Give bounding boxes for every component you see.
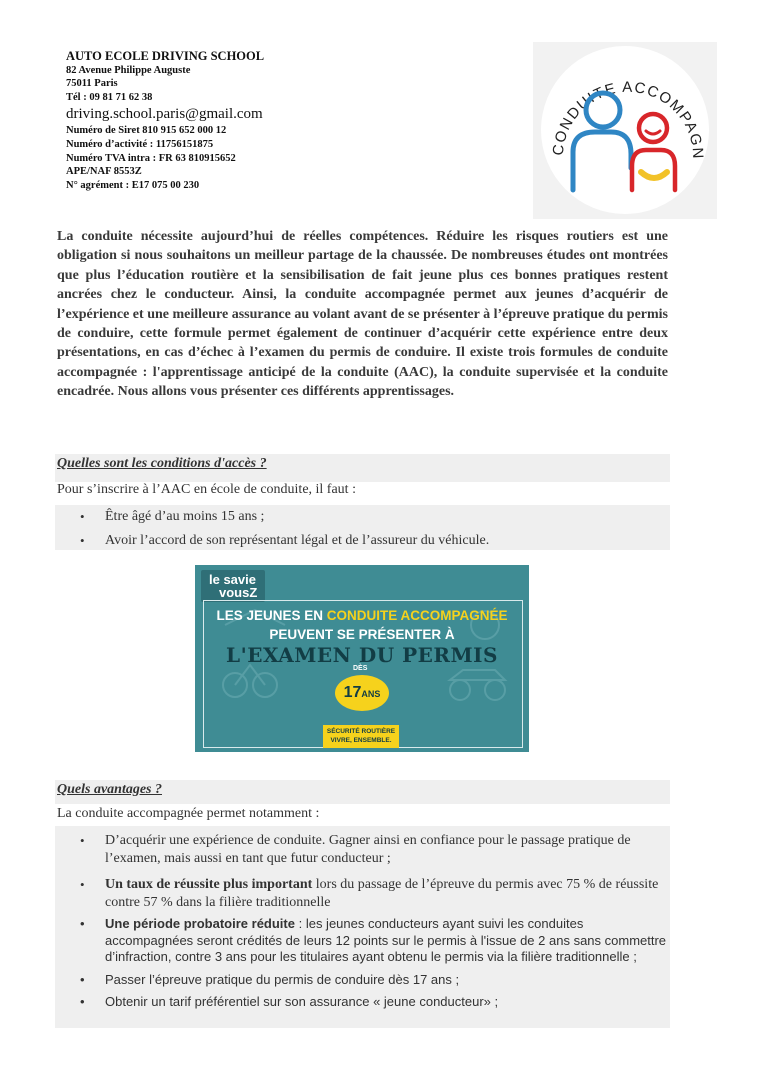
- poster-line2: PEUVENT SE PRÉSENTER À: [269, 627, 455, 642]
- securite-routiere-badge: [323, 725, 399, 748]
- school-activity-number: Numéro d’activité : 11756151875: [66, 138, 214, 150]
- list-item: • Passer l’épreuve pratique du permis de conduire dès 17 ans ;: [78, 972, 668, 989]
- poster-age-number: 17: [343, 684, 362, 701]
- section1-list: [78, 508, 668, 550]
- poster-tag-line1: le savie: [209, 572, 256, 587]
- poster-age-unit: ANS: [361, 689, 381, 699]
- list-item: [78, 876, 668, 912]
- school-phone: Tél : 09 81 71 62 38: [66, 91, 153, 103]
- school-city: 75011 Paris: [66, 78, 118, 90]
- poster-tag-line2: vousZ: [219, 585, 258, 600]
- section2-title: Quels avantages ?: [57, 782, 162, 797]
- list-item: • D’acquérir une expérience de conduite. Gagner ainsi en confiance pour le passage pratique de l’examen, mais aussi en tant que futur conducteur ;: [78, 832, 668, 868]
- section2-lead: La conduite accompagnée permet notamment :: [57, 806, 320, 821]
- list-item-rest: lors du passage de l’épreuve du permis avec 75 % de réussite contre 57 % dans la filière traditionnelle: [105, 877, 659, 910]
- poster-line1-b: CONDUITE ACCOMPAGNÉE: [326, 608, 508, 623]
- section2-list: [78, 832, 668, 1011]
- school-address: 82 Avenue Philippe Auguste: [66, 64, 191, 76]
- poster-line1: [195, 608, 529, 623]
- poster-tag: [201, 570, 265, 602]
- poster-line1-a: LES JEUNES EN: [216, 608, 327, 623]
- logo-graphic: [533, 42, 717, 219]
- list-item-rest: : les jeunes conducteurs ayant suivi les conduites accompagnées seront crédités de leurs 12 points sur le permis à l'issue de 2 ans sans commettre d’infraction, contre 3 ans pour les titulaires ayant obtenu le permis via la filière traditionnelle ;: [105, 916, 667, 964]
- poster-des: DÈS: [353, 665, 368, 672]
- list-item-bold: Un taux de réussite plus important: [105, 877, 313, 892]
- section1-lead: Pour s’inscrire à l’AAC en école de conduite, il faut :: [57, 482, 356, 497]
- school-tva: Numéro TVA intra : FR 63 810915652: [66, 152, 236, 164]
- list-item: [78, 916, 668, 966]
- intro-paragraph: La conduite nécessite aujourd’hui de réelles compétences. Réduire les risques routiers est une obligation si nous souhaitons un meilleur partage de la chaussée. De nombreuses études ont montrées que plus l’éducation routière et la sensibilisation de fait jeune plus ces bonnes pratiques restent ancrées chez le conducteur. Ainsi, la conduite accompagnée permet aux jeunes d’acquérir de l’expérience et une meilleure assurance au volant avant de se présenter à l’épreuve pratique du permis de conduire, cette formule permet également de continuer d’acquérir cette expérience entre deux présentations, en cas d’échec à l’examen du permis de conduire. Il existe trois formules de conduite accompagnée : l'apprentissage anticipé de la conduite (AAC), la conduite supervisée et la conduite encadrée. Nous allons vous présenter ces différents apprentissages.: [57, 229, 668, 400]
- list-item-bold: Une période probatoire réduite: [105, 916, 295, 931]
- info-poster: [195, 565, 529, 752]
- poster-age-badge: [335, 675, 389, 711]
- section1-title: Quelles sont les conditions d'accès ?: [57, 456, 267, 471]
- badge-line2: VIVRE, ENSEMBLE.: [330, 737, 392, 744]
- logo-text: CONDUITE ACCOMPAGN: [549, 78, 707, 161]
- poster-line3: L'EXAMEN DU PERMIS: [226, 643, 498, 667]
- list-item: • Obtenir un tarif préférentiel sur son assurance « jeune conducteur» ;: [78, 994, 668, 1011]
- list-item: • Être âgé d’au moins 15 ans ;: [78, 508, 668, 526]
- school-name: AUTO ECOLE DRIVING SCHOOL: [66, 49, 265, 63]
- badge-line1: SÉCURITÉ ROUTIÈRE: [326, 728, 396, 735]
- school-agrement: N° agrément : E17 075 00 230: [66, 179, 200, 191]
- conduite-accompagnee-logo: [533, 42, 717, 219]
- school-siret: Numéro de Siret 810 915 652 000 12: [66, 125, 227, 137]
- school-email: driving.school.paris@gmail.com: [66, 106, 263, 123]
- school-ape: APE/NAF 8553Z: [66, 166, 142, 178]
- list-item: • Avoir l’accord de son représentant légal et de l’assureur du véhicule.: [78, 532, 668, 550]
- school-header: [66, 50, 386, 192]
